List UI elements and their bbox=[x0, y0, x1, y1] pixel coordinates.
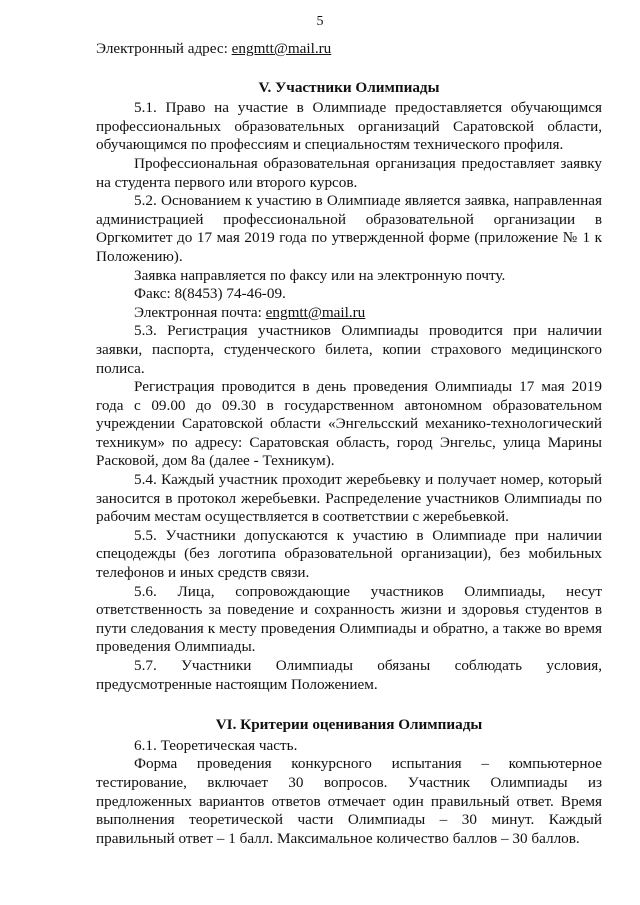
paragraph-5-2: 5.2. Основанием к участию в Олимпиаде является заявка, направленная администрацией профессиональной образовательной организации в Оргкомитет до 17 мая 2019 года по утвержденной форме (приложение № 1 к Положению). bbox=[96, 192, 602, 265]
section-6-heading: VI. Критерии оценивания Олимпиады bbox=[215, 716, 483, 734]
paragraph-6-1-details: Форма проведения конкурсного испытания – компьютерное тестирование, включает 30 вопросов. Участник Олимпиады из предложенных вариантов ответов отмечает один правильный ответ. Время выполнения теоретической части Олимпиады – 30 минут. Каждый правильный ответ – 1 балл. Максимальное количество баллов – 30 баллов. bbox=[96, 755, 602, 847]
paragraph-6-1: 6.1. Теоретическая часть. bbox=[134, 736, 298, 754]
fax-line: Факс: 8(8453) 74-46-09. bbox=[134, 285, 286, 303]
paragraph-application-delivery: Заявка направляется по факсу или на электронную почту. bbox=[134, 266, 506, 284]
page-content bbox=[96, 40, 602, 848]
page-number: 5 bbox=[316, 14, 324, 29]
email-label-2: Электронная почта: bbox=[134, 303, 266, 321]
email-line-2 bbox=[96, 304, 602, 323]
email-link-2[interactable]: engmtt@mail.ru bbox=[265, 303, 366, 321]
paragraph-registration: Регистрация проводится в день проведения Олимпиады 17 мая 2019 года с 09.00 до 09.30 в государственном автономном образовательном учреждении Саратовской области «Энгельсский механико-технологический техникум» по адресу: Саратовская область, город Энгельс, улица Марины Расковой, дом 8а (далее - Техникум). bbox=[96, 378, 602, 470]
paragraph-5-4: 5.4. Каждый участник проходит жеребьевку и получает номер, который заносится в протокол жеребьевки. Распределение участников Олимпиады по рабочим местам осуществляется в соответствии с жеребьевкой. bbox=[96, 471, 602, 526]
paragraph-5-1: 5.1. Право на участие в Олимпиаде предоставляется обучающимся профессиональных образовательных организаций Саратовской области, обучающимся по профессиям и специальностям технического профиля. bbox=[96, 99, 602, 154]
paragraph-5-7: 5.7. Участники Олимпиады обязаны соблюдать условия, предусмотренные настоящим Положением. bbox=[96, 657, 602, 693]
paragraph-5-3: 5.3. Регистрация участников Олимпиады проводится при наличии заявки, паспорта, студенческого билета, копии страхового медицинского полиса. bbox=[96, 322, 602, 377]
paragraph-5-6: 5.6. Лица, сопровождающие участников Олимпиады, несут ответственность за поведение и сохранность жизни и здоровья студентов в пути следования к месту проведения Олимпиады и обратно, а также во время проведения Олимпиады. bbox=[96, 582, 602, 656]
email-label: Электронный адрес: bbox=[96, 40, 232, 57]
section-5-heading: V. Участники Олимпиады bbox=[258, 78, 440, 96]
email-line bbox=[96, 40, 602, 59]
email-link[interactable]: engmtt@mail.ru bbox=[231, 40, 332, 57]
paragraph-5-1-note: Профессиональная образовательная организация предоставляет заявку на студента первого или второго курсов. bbox=[96, 154, 602, 191]
paragraph-5-5: 5.5. Участники допускаются к участию в Олимпиаде при наличии спецодежды (без логотипа образовательной организации), без мобильных телефонов и иных средств связи. bbox=[96, 526, 602, 582]
